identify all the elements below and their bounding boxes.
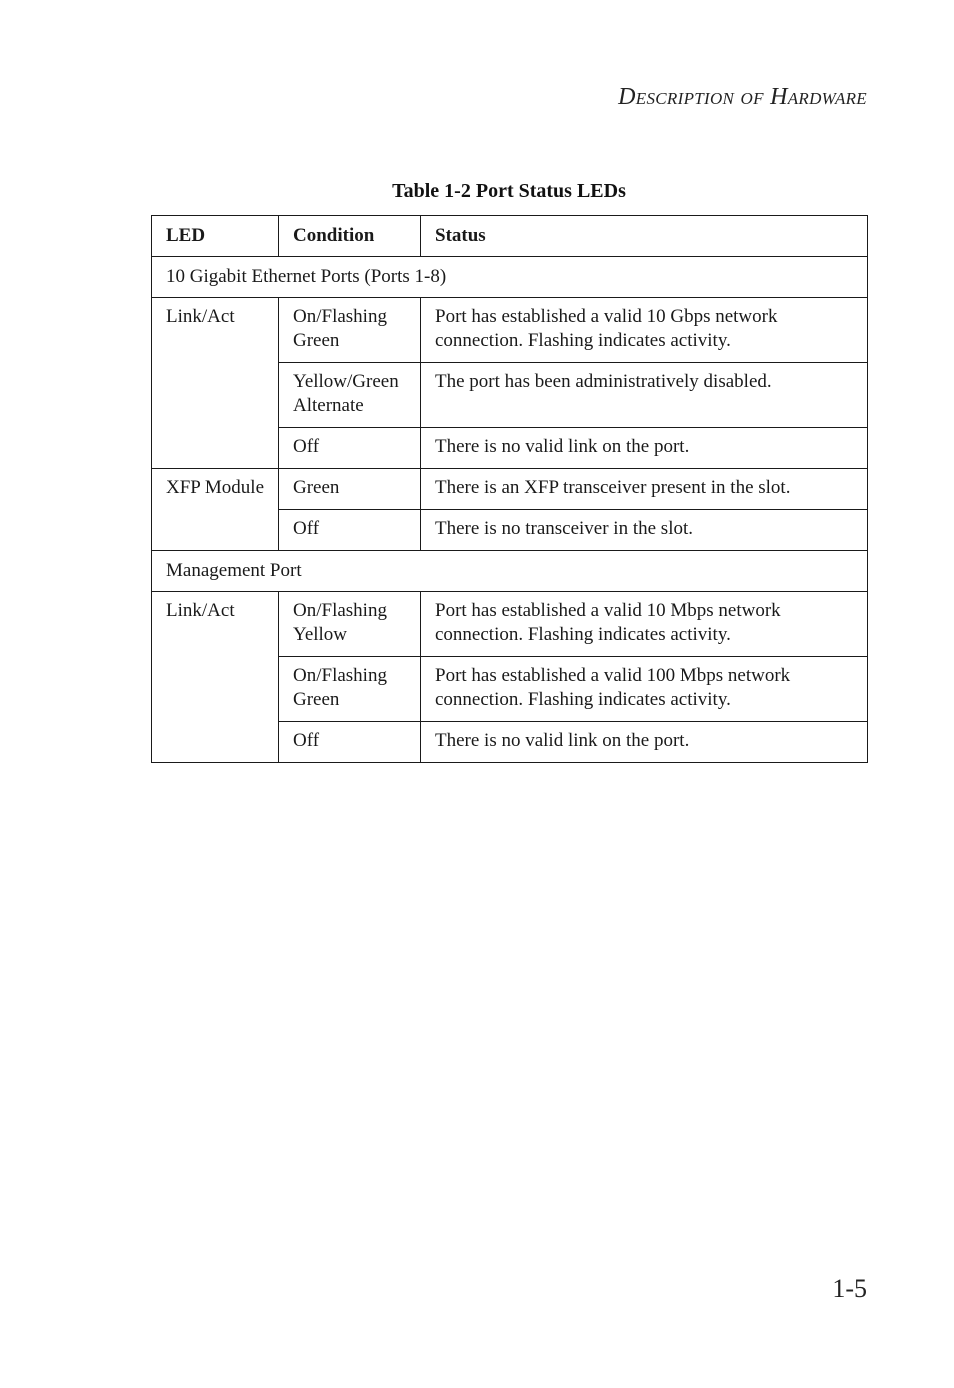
led-name: Link/Act [152,592,279,763]
column-header-led: LED [152,216,279,257]
running-head-ardware: ARDWARE [787,89,867,108]
running-head-of: OF [740,89,764,108]
led-name: Link/Act [152,298,279,469]
column-header-condition: Condition [279,216,421,257]
column-header-status: Status [421,216,868,257]
condition-cell: Off [279,510,421,551]
table-title: Table 1-2 Port Status LEDs [392,180,626,202]
condition-cell: On/Flashing Green [279,298,421,363]
condition-cell: Off [279,428,421,469]
condition-cell: On/Flashing Yellow [279,592,421,657]
running-head-d: D [618,84,636,110]
table-row [152,592,868,657]
running-head [618,84,867,111]
status-cell: There is no transceiver in the slot. [421,510,868,551]
section-row [152,551,868,592]
table-header-row [152,216,868,257]
status-cell: There is an XFP transceiver present in the slot. [421,469,868,510]
table-row [152,469,868,510]
running-head-escription: ESCRIPTION [635,89,735,108]
port-status-led-table [151,215,868,763]
condition-cell: Green [279,469,421,510]
table-row [152,298,868,363]
status-cell: Port has established a valid 10 Gbps network connection. Flashing indicates activity. [421,298,868,363]
status-cell: There is no valid link on the port. [421,722,868,763]
running-head-h: H [770,84,788,110]
status-cell: The port has been administratively disabled. [421,363,868,428]
status-cell: There is no valid link on the port. [421,428,868,469]
condition-cell: Yellow/Green Alternate [279,363,421,428]
section-label: Management Port [152,551,868,592]
status-cell: Port has established a valid 100 Mbps network connection. Flashing indicates activity. [421,657,868,722]
led-name: XFP Module [152,469,279,551]
condition-cell: On/Flashing Green [279,657,421,722]
status-cell: Port has established a valid 10 Mbps network connection. Flashing indicates activity. [421,592,868,657]
condition-cell: Off [279,722,421,763]
section-row [152,257,868,298]
section-label: 10 Gigabit Ethernet Ports (Ports 1-8) [152,257,868,298]
page-number: 1-5 [832,1274,867,1303]
